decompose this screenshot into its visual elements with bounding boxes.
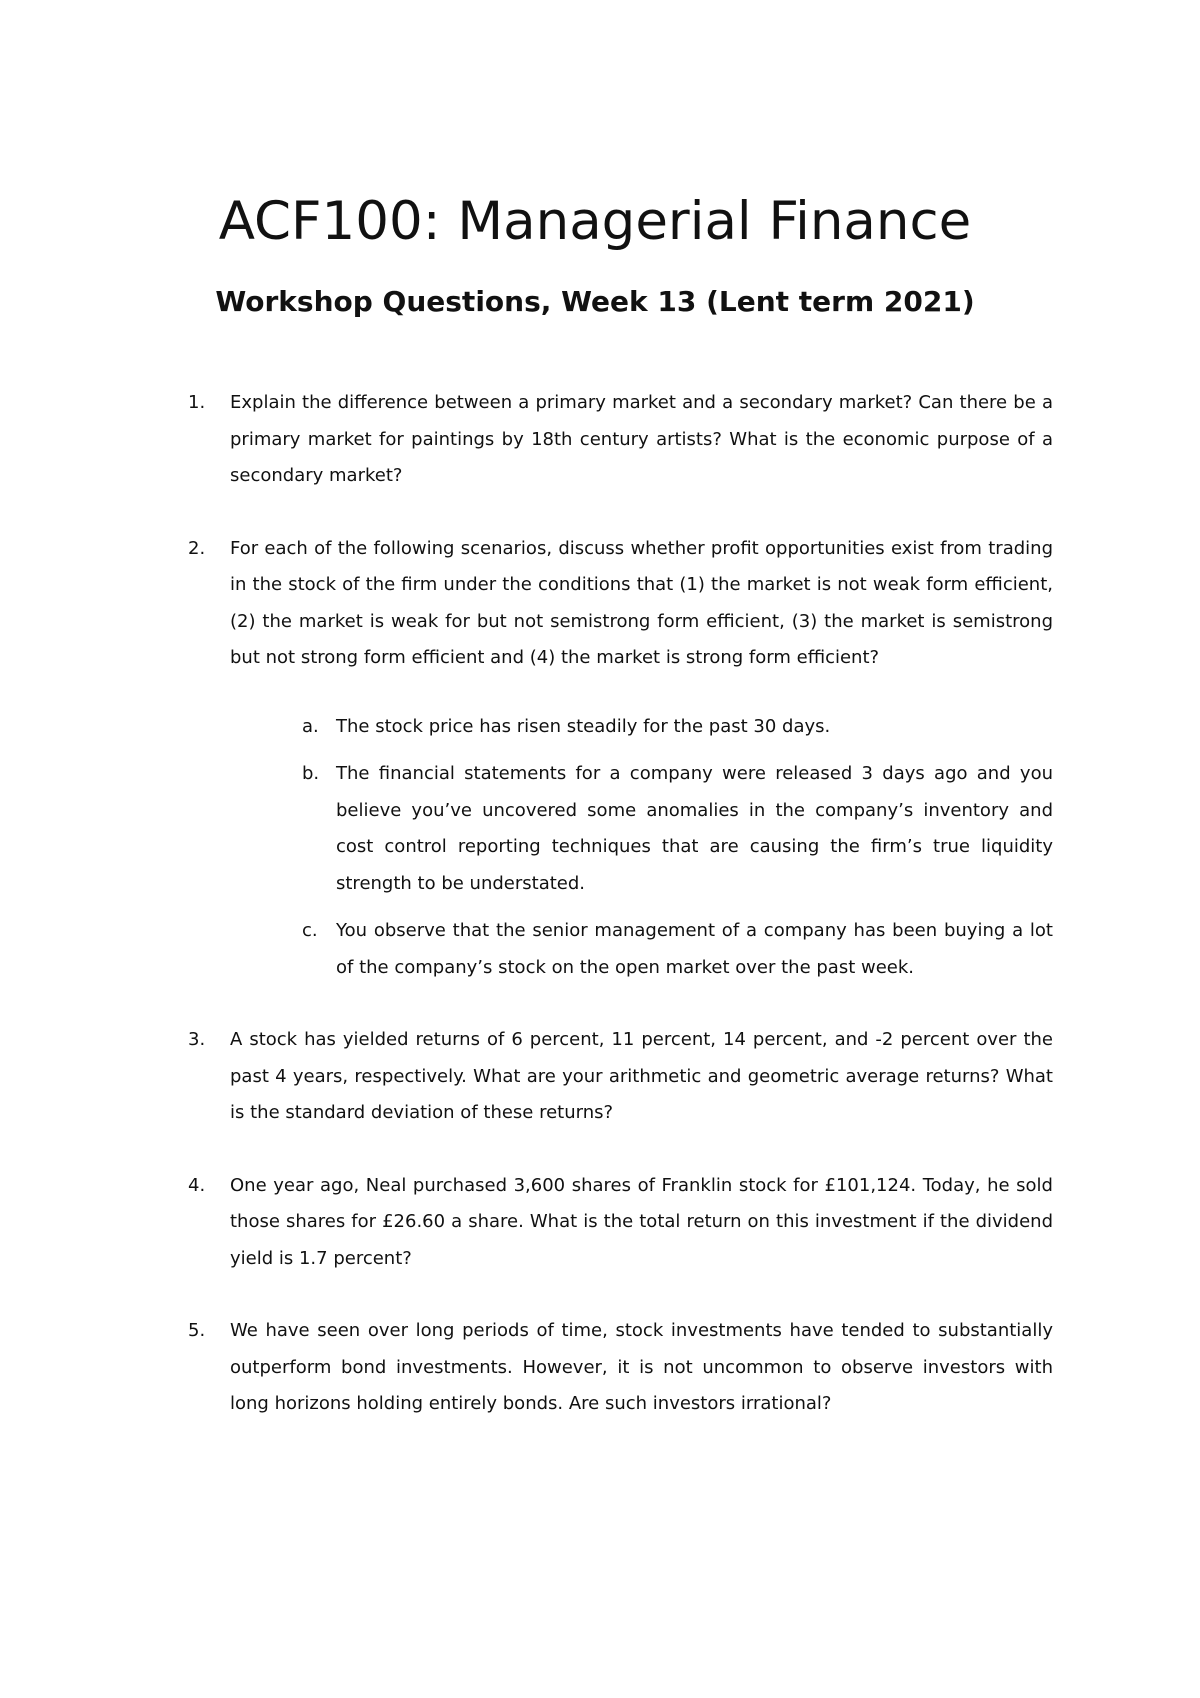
document-title: ACF100: Managerial Finance	[218, 191, 972, 252]
question-number: 3.	[188, 1029, 206, 1050]
question-5	[188, 1313, 1053, 1423]
subquestion-b	[302, 756, 1053, 902]
subquestion-letter: c.	[302, 920, 318, 941]
subquestion-a	[302, 709, 1053, 746]
subquestion-letter: a.	[302, 715, 319, 737]
question-text: Explain the difference between a primary market and a secondary market? Can there be a primary market for paintings by 18th century artists? What is the economic purpose of a secondary market?	[230, 392, 1053, 486]
question-3	[188, 1022, 1053, 1132]
question-number: 4.	[188, 1174, 206, 1196]
document-subtitle: Workshop Questions, Week 13 (Lent term 2021)	[215, 285, 975, 318]
subquestion-letter: b.	[302, 763, 320, 784]
subquestion-list	[230, 709, 1053, 987]
question-1	[188, 385, 1053, 495]
question-list	[188, 385, 1053, 1459]
question-text: For each of the following scenarios, discuss whether profit opportunities exist from trading in the stock of the firm under the conditions that (1) the market is not weak form efficient, (2) the market is weak for but not semistrong form efficient, (3) the market is semistrong but not strong form efficient and (4) the market is strong form efficient?	[230, 537, 1053, 668]
question-text: We have seen over long periods of time, stock investments have tended to substantially outperform bond investments. However, it is not uncommon to observe investors with long horizons holding entirely bonds. Are such investors irrational?	[230, 1320, 1053, 1414]
question-text: A stock has yielded returns of 6 percent, 11 percent, 14 percent, and -2 percent over the past 4 years, respectively. What are your arithmetic and geometric average returns? What is the standard deviation of these returns?	[230, 1029, 1053, 1123]
question-number: 1.	[188, 392, 206, 413]
question-number: 2.	[188, 537, 206, 559]
question-text: One year ago, Neal purchased 3,600 shares of Franklin stock for £101,124. Today, he sold those shares for £26.60 a share. What is the total return on this investment if the dividend yield is 1.7 percent?	[230, 1174, 1053, 1269]
subquestion-text: You observe that the senior management of a company has been buying a lot of the company’s stock on the open market over the past week.	[336, 920, 1053, 978]
subquestion-c	[302, 913, 1053, 986]
question-number: 5.	[188, 1320, 206, 1341]
subquestion-text: The financial statements for a company were released 3 days ago and you believe you’ve uncovered some anomalies in the company’s inventory and cost control reporting techniques that are causing the firm’s true liquidity strength to be understated.	[336, 763, 1053, 894]
question-4	[188, 1168, 1053, 1278]
subquestion-text: The stock price has risen steadily for the past 30 days.	[336, 715, 831, 737]
question-2	[188, 531, 1053, 987]
